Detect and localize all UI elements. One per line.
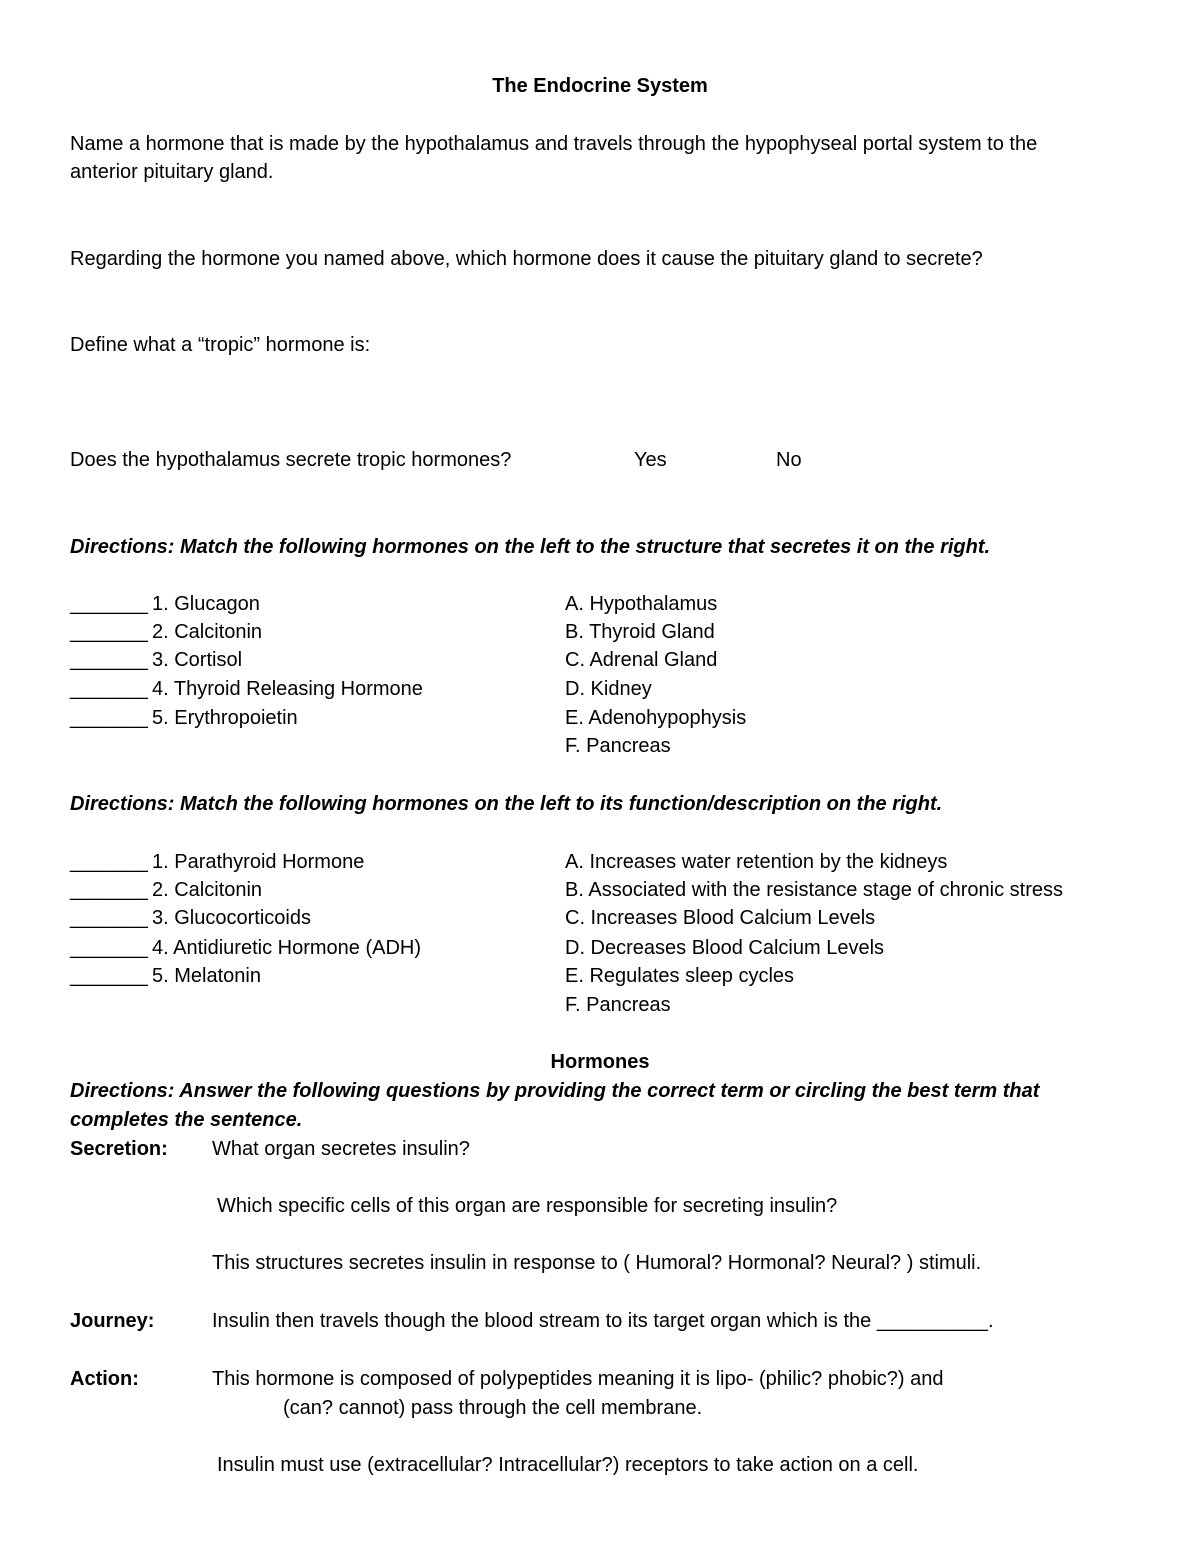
page-title: The Endocrine System (492, 75, 708, 97)
list-item: F. Pancreas (565, 735, 671, 757)
directions-hormones-line1: Directions: Answer the following questions by providing the correct term or circling the best term that (70, 1080, 1040, 1102)
question-define-tropic: Define what a “tropic” hormone is: (70, 334, 371, 356)
question-insulin-organ: What organ secretes insulin? (212, 1138, 470, 1160)
question-tropic-hormones: Does the hypothalamus secrete tropic hormones? (70, 449, 512, 471)
directions-function-match: Directions: Match the following hormones on the left to its function/description on the right. (70, 793, 943, 815)
question-insulin-stimuli: This structures secretes insulin in response to ( Humoral? Hormonal? Neural? ) stimuli. (212, 1252, 982, 1274)
list-item: 2. Calcitonin (152, 621, 263, 643)
question-polypeptide-line1: This hormone is composed of polypeptides meaning it is lipo- (philic? phobic?) and (212, 1368, 944, 1390)
list-item: E. Adenohypophysis (565, 707, 747, 729)
list-item: A. Increases water retention by the kidneys (565, 851, 948, 873)
list-item: D. Kidney (565, 678, 652, 700)
list-item: 5. Melatonin (152, 965, 261, 987)
question-pituitary-secretion: Regarding the hormone you named above, which hormone does it cause the pituitary gland to secrete? (70, 248, 983, 270)
answer-blank[interactable]: _______ (70, 649, 148, 671)
label-action: Action: (70, 1368, 139, 1390)
question-insulin-receptors: Insulin must use (extracellular? Intracellular?) receptors to take action on a cell. (217, 1454, 919, 1476)
list-item: E. Regulates sleep cycles (565, 965, 795, 987)
list-item: 1. Parathyroid Hormone (152, 851, 365, 873)
list-item: 3. Cortisol (152, 649, 243, 671)
answer-blank[interactable]: _______ (70, 851, 148, 873)
list-item: A. Hypothalamus (565, 593, 718, 615)
directions-hormones-line2: completes the sentence. (70, 1109, 303, 1131)
question-insulin-target: Insulin then travels though the blood stream to its target organ which is the __________. (212, 1310, 994, 1332)
list-item: 1. Glucagon (152, 593, 260, 615)
question-insulin-cells: Which specific cells of this organ are responsible for secreting insulin? (217, 1195, 838, 1217)
list-item: C. Adrenal Gland (565, 649, 718, 671)
answer-blank[interactable]: _______ (70, 907, 148, 929)
list-item: 4. Antidiuretic Hormone (ADH) (152, 937, 421, 959)
label-journey: Journey: (70, 1310, 155, 1332)
question-polypeptide-line2: (can? cannot) pass through the cell membrane. (283, 1397, 703, 1419)
list-item: 4. Thyroid Releasing Hormone (152, 678, 423, 700)
list-item: D. Decreases Blood Calcium Levels (565, 937, 885, 959)
answer-blank[interactable]: _______ (70, 879, 148, 901)
directions-structure-match: Directions: Match the following hormones on the left to the structure that secretes it on the right. (70, 536, 991, 558)
list-item: B. Thyroid Gland (565, 621, 715, 643)
question-hypothalamus-hormone-line1: Name a hormone that is made by the hypothalamus and travels through the hypophyseal portal system to the (70, 133, 1038, 155)
label-secretion: Secretion: (70, 1138, 168, 1160)
list-item: B. Associated with the resistance stage of chronic stress (565, 879, 1064, 901)
answer-blank[interactable]: _______ (70, 965, 148, 987)
list-item: 5. Erythropoietin (152, 707, 298, 729)
option-no[interactable]: No (776, 449, 802, 471)
answer-blank[interactable]: _______ (70, 621, 148, 643)
list-item: F. Pancreas (565, 994, 671, 1016)
option-yes[interactable]: Yes (634, 449, 667, 471)
list-item: C. Increases Blood Calcium Levels (565, 907, 876, 929)
section-heading-hormones: Hormones (550, 1051, 650, 1073)
answer-blank[interactable]: _______ (70, 678, 148, 700)
list-item: 3. Glucocorticoids (152, 907, 311, 929)
question-hypothalamus-hormone-line2: anterior pituitary gland. (70, 161, 274, 183)
answer-blank[interactable]: _______ (70, 593, 148, 615)
answer-blank[interactable]: _______ (70, 937, 148, 959)
answer-blank[interactable]: _______ (70, 707, 148, 729)
list-item: 2. Calcitonin (152, 879, 263, 901)
